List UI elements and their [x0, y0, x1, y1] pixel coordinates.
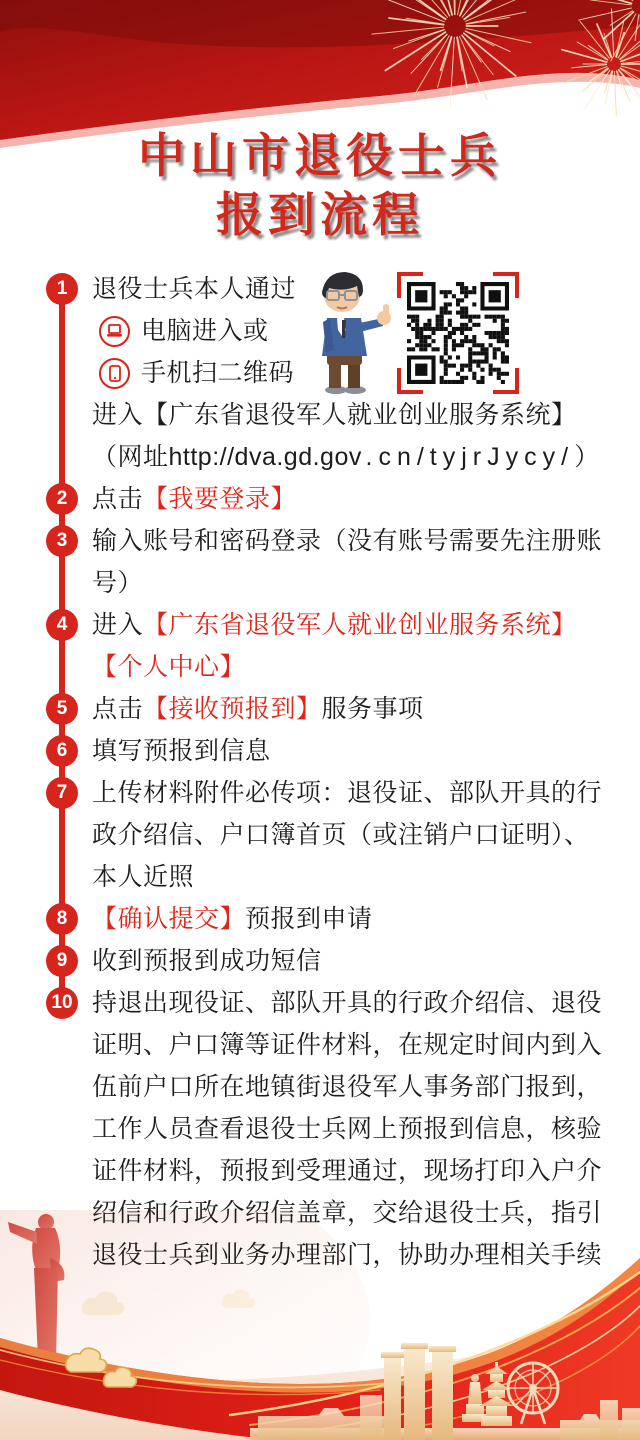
step-number-badge: 6	[46, 735, 78, 767]
step-number-badge: 5	[46, 693, 78, 725]
step-number-badge: 7	[46, 777, 78, 809]
poster-title-line2: 报到流程	[216, 188, 424, 241]
step-text: 输入账号和密码登录（没有账号需要先注册账	[92, 527, 603, 555]
step-4	[46, 604, 606, 688]
step-text: 证明、户口簿等证件材料，在规定时间内到入	[92, 1031, 603, 1059]
step-3	[46, 520, 606, 604]
step-text: 证件材料，预报到受理通过，现场打印入户介	[92, 1157, 603, 1185]
step-text: 填写预报到信息	[92, 737, 271, 765]
poster-title	[0, 126, 640, 244]
step-number-badge: 9	[46, 945, 78, 977]
step-text: 上传材料附件必传项：退役证、部队开具的行	[92, 779, 603, 807]
qr-code	[397, 272, 519, 394]
step-text: 持退出现役证、部队开具的行政介绍信、退役	[92, 989, 603, 1017]
step-text: 点击【接收预报到】服务事项	[92, 695, 424, 723]
step-text: 绍信和行政介绍信盖章，交给退役士兵，指引	[92, 1199, 603, 1227]
step-number-badge: 10	[46, 987, 78, 1019]
step-5	[46, 688, 606, 730]
step-number-badge: 1	[46, 273, 78, 305]
step-10	[46, 982, 606, 1276]
step-2	[46, 478, 606, 520]
step-number-badge: 4	[46, 609, 78, 641]
step-8	[46, 898, 606, 940]
step-text: 工作人员查看退役士兵网上预报到信息，核验	[92, 1115, 603, 1143]
step-text: 号）	[92, 569, 144, 597]
step-text: 点击【我要登录】	[92, 485, 297, 513]
step-text: 收到预报到成功短信	[92, 947, 322, 975]
step-number-badge: 3	[46, 525, 78, 557]
step-url: （网址http://dva.gd.gov.cn/tyjrJycy/）	[92, 443, 606, 471]
step-number-badge: 8	[46, 903, 78, 935]
man-illustration	[293, 266, 393, 394]
step-text: 伍前户口所在地镇街退役军人事务部门报到，	[92, 1073, 603, 1101]
step-text: 【确认提交】预报到申请	[92, 905, 373, 933]
step-text: 政介绍信、户口簿首页（或注销户口证明）、	[92, 821, 590, 849]
step-text: 退役士兵本人通过	[92, 275, 297, 303]
step-text: 本人近照	[92, 863, 195, 891]
steps-list	[46, 268, 606, 1276]
poster-title-line1: 中山市退役士兵	[138, 129, 502, 182]
step-text: 【个人中心】	[92, 653, 246, 681]
step-text: 进入【广东省退役军人就业创业服务系统】	[92, 401, 577, 429]
laptop-icon	[99, 316, 130, 347]
step-7	[46, 772, 606, 898]
step-text: 手机扫二维码	[141, 359, 295, 387]
step-9	[46, 940, 606, 982]
step-number-badge: 2	[46, 483, 78, 515]
step-text: 电脑进入或	[141, 317, 269, 345]
step-text: 进入【广东省退役军人就业创业服务系统】	[92, 611, 577, 639]
step-text: 退役士兵到业务办理部门，协助办理相关手续	[92, 1241, 603, 1269]
phone-icon	[99, 358, 130, 389]
step-6	[46, 730, 606, 772]
